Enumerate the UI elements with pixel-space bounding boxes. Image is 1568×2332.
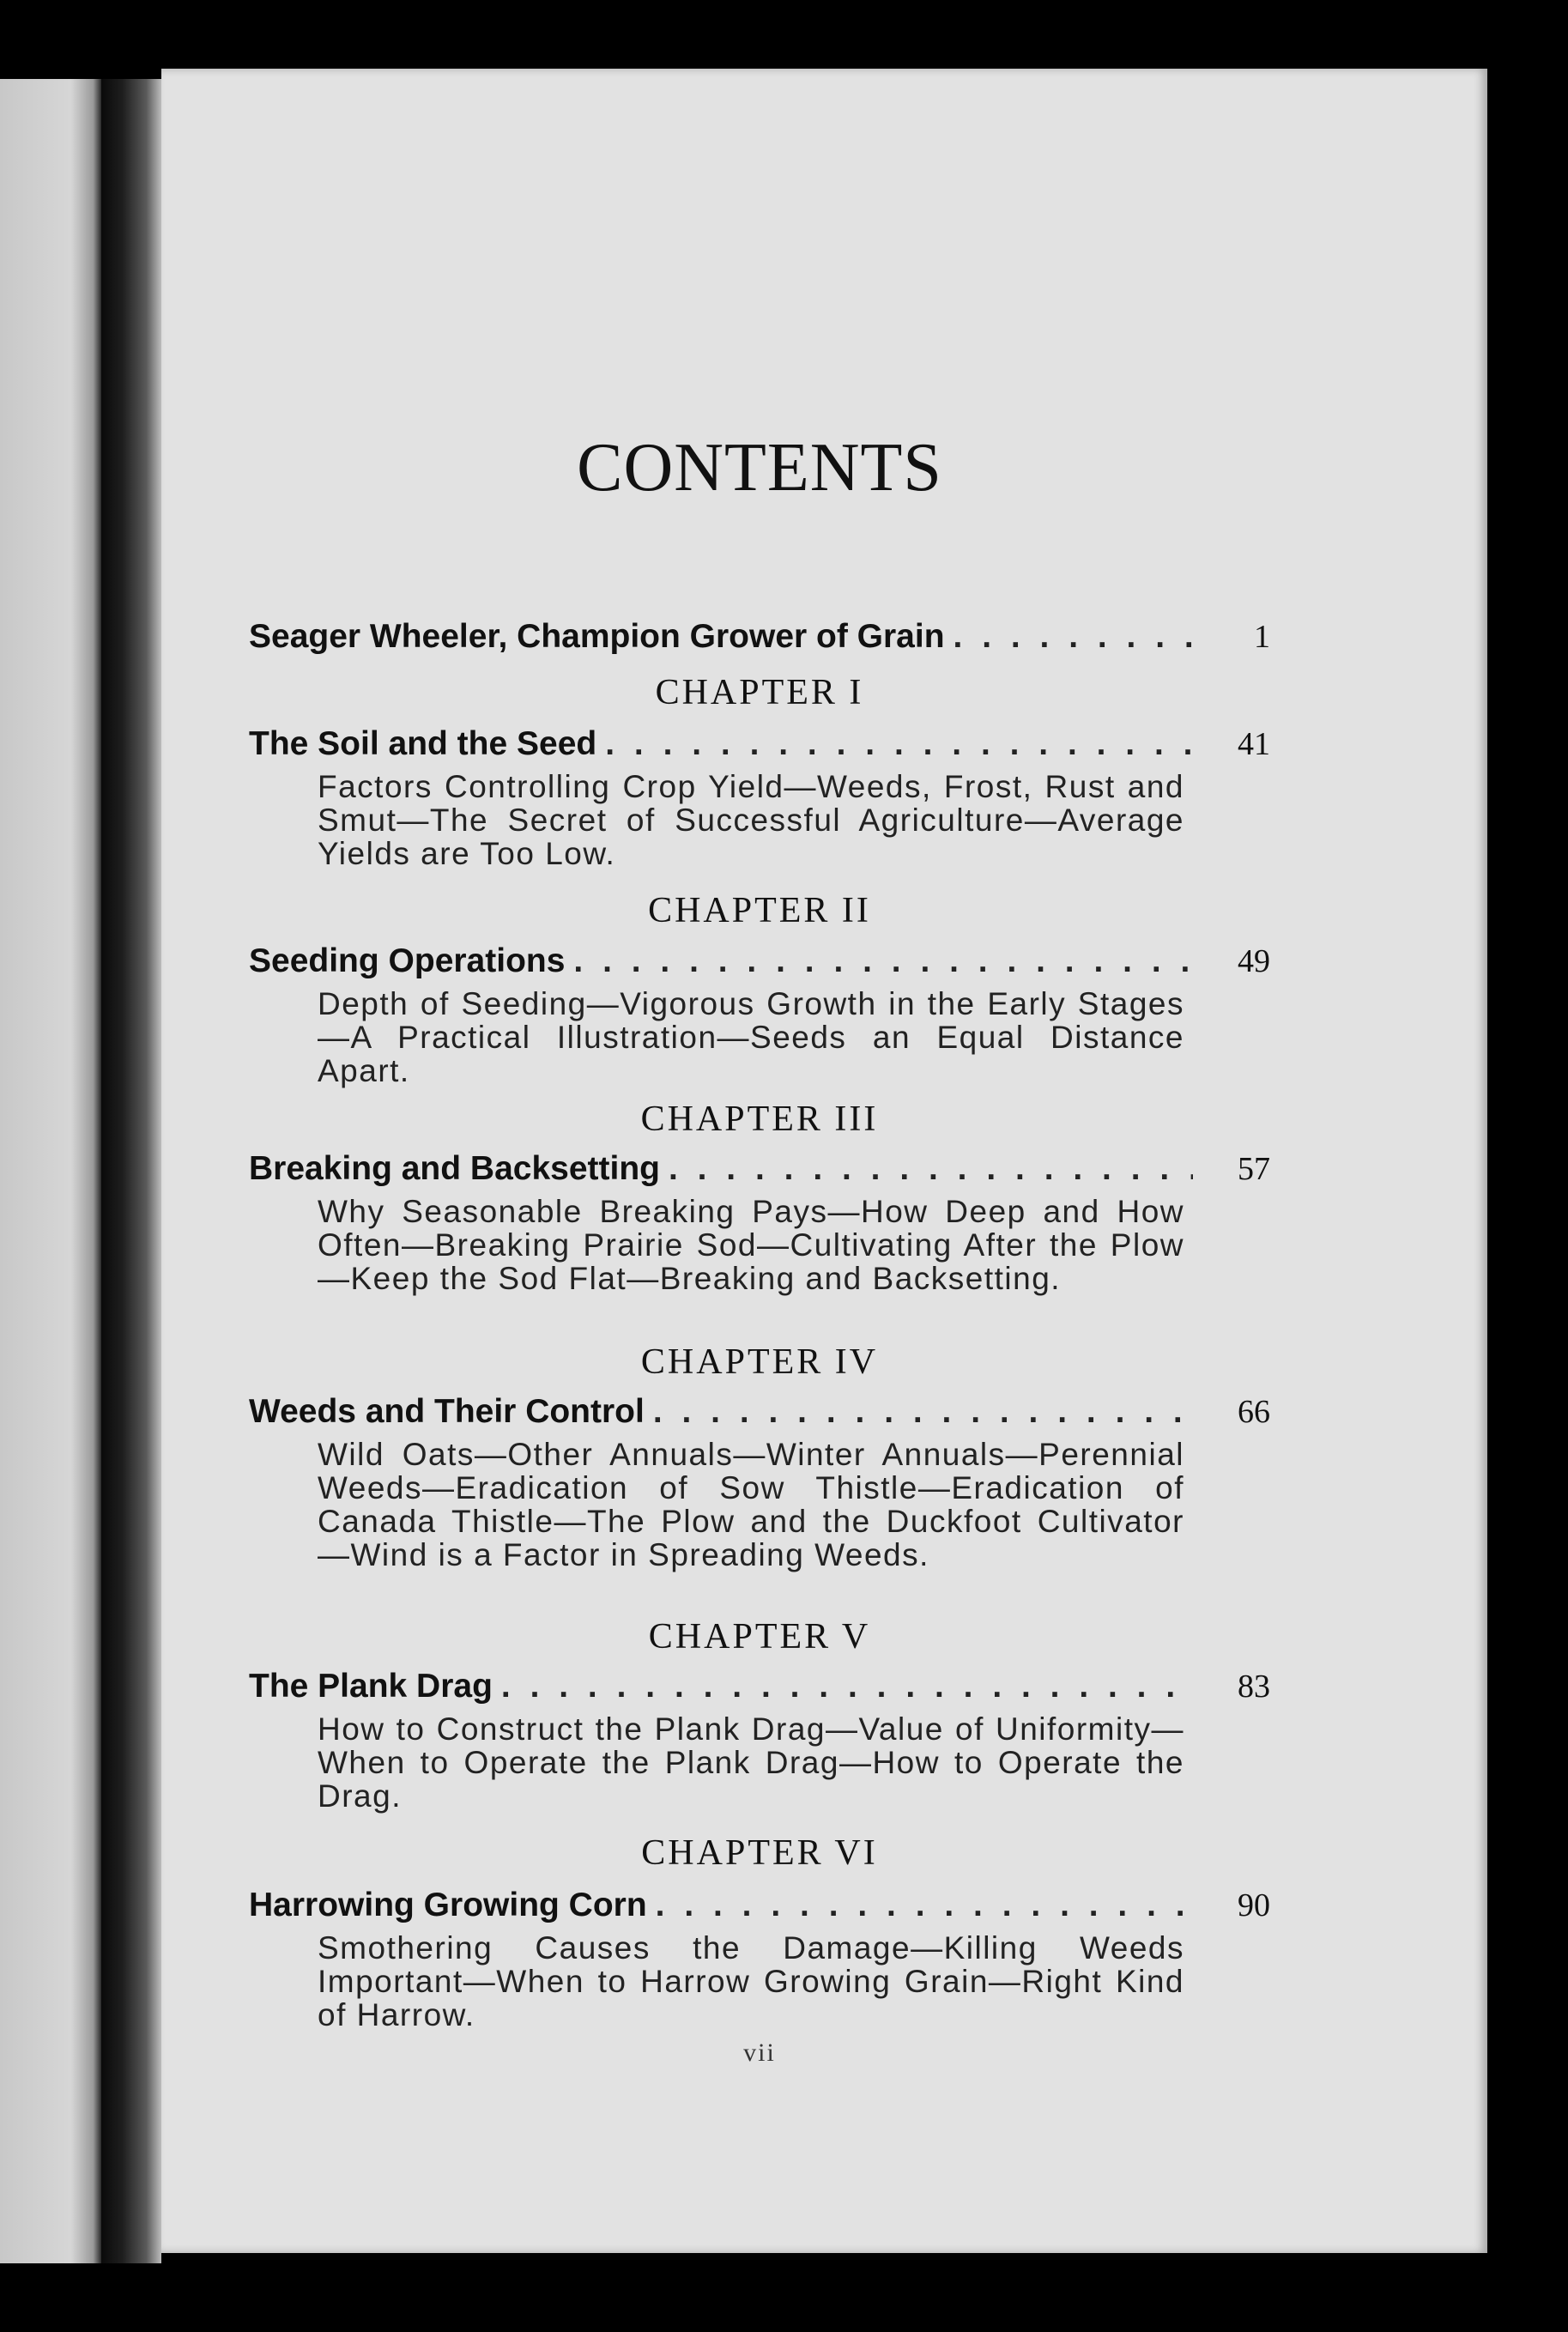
toc-entry-line bbox=[249, 1150, 1270, 1188]
toc-entry bbox=[249, 1150, 1270, 1295]
toc-entry-summary: Wild Oats—Other Annuals—Winter Annuals—Perennial Weeds—Eradication of Sow Thistle—Eradication of Canada Thistle—The Plow and the Duckfoot Cultivator—Wind is a Factor in Spreading Weeds. bbox=[318, 1437, 1184, 1572]
toc-entry-title: The Plank Drag bbox=[249, 1668, 493, 1705]
toc-entry-line bbox=[249, 725, 1270, 763]
dot-leader bbox=[954, 618, 1193, 656]
toc-entry-title: Breaking and Backsetting bbox=[249, 1150, 660, 1187]
toc-entry-summary: Why Seasonable Breaking Pays—How Deep and How Often—Breaking Prairie Sod—Cultivating After the Plow—Keep the Sod Flat—Breaking and Backsetting. bbox=[318, 1194, 1184, 1296]
toc-entry bbox=[249, 1668, 1270, 1813]
toc-entry-line bbox=[249, 942, 1270, 980]
toc-entry bbox=[249, 1393, 1270, 1572]
dot-leader bbox=[573, 942, 1193, 980]
toc-entry-summary: Factors Controlling Crop Yield—Weeds, Frost, Rust and Smut—The Secret of Successful Agriculture—Average Yields are Too Low. bbox=[318, 769, 1184, 871]
chapter-heading: CHAPTER V bbox=[648, 1617, 871, 1657]
toc-entry-title: The Soil and the Seed bbox=[249, 725, 597, 762]
dot-leader bbox=[653, 1393, 1193, 1431]
facing-page-edge bbox=[0, 79, 101, 2263]
toc-entry-line bbox=[249, 618, 1270, 656]
toc-entry-line bbox=[249, 1668, 1270, 1705]
chapter-heading: CHAPTER IV bbox=[640, 1342, 879, 1382]
book-spine-shadow bbox=[101, 79, 161, 2263]
toc-entry bbox=[249, 942, 1270, 1087]
toc-entry-summary: Depth of Seeding—Vigorous Growth in the Early Stages—A Practical Illustration—Seeds an Equal Distance Apart. bbox=[318, 986, 1184, 1088]
toc-page-number: 90 bbox=[1238, 1887, 1270, 1923]
toc-entry bbox=[249, 618, 1270, 656]
toc-page-number: 83 bbox=[1238, 1669, 1270, 1705]
page-folio: vii bbox=[743, 2038, 776, 2067]
toc-entry-title: Seeding Operations bbox=[249, 942, 566, 979]
chapter-heading: CHAPTER III bbox=[640, 1099, 879, 1139]
toc-page-number: 57 bbox=[1238, 1151, 1270, 1187]
page-title: CONTENTS bbox=[577, 430, 942, 506]
chapter-heading: CHAPTER I bbox=[655, 673, 864, 712]
toc-entry-line bbox=[249, 1887, 1270, 1924]
chapter-heading: CHAPTER VI bbox=[641, 1833, 878, 1873]
toc-entry-title: Weeds and Their Control bbox=[249, 1393, 645, 1430]
toc-entry-line bbox=[249, 1393, 1270, 1431]
toc-page-number: 66 bbox=[1238, 1394, 1270, 1430]
toc-entry-title: Seager Wheeler, Champion Grower of Grain bbox=[249, 618, 945, 655]
dot-leader bbox=[501, 1668, 1193, 1705]
toc-entry-summary: How to Construct the Plank Drag—Value of Uniformity—When to Operate the Plank Drag—How to Operate the Drag. bbox=[318, 1711, 1184, 1814]
toc-page-number: 1 bbox=[1254, 619, 1270, 655]
toc-page-number: 49 bbox=[1238, 943, 1270, 979]
toc-entry bbox=[249, 1887, 1270, 2032]
toc-entry-title: Harrowing Growing Corn bbox=[249, 1887, 647, 1923]
dot-leader bbox=[656, 1887, 1193, 1924]
toc-page-number: 41 bbox=[1238, 726, 1270, 762]
toc-entry bbox=[249, 725, 1270, 870]
dot-leader bbox=[669, 1150, 1193, 1188]
book-page bbox=[161, 69, 1487, 2253]
chapter-heading: CHAPTER II bbox=[648, 891, 871, 930]
toc-entry-summary: Smothering Causes the Damage—Killing Weeds Important—When to Harrow Growing Grain—Right Kind of Harrow. bbox=[318, 1930, 1184, 2032]
dot-leader bbox=[605, 725, 1193, 763]
